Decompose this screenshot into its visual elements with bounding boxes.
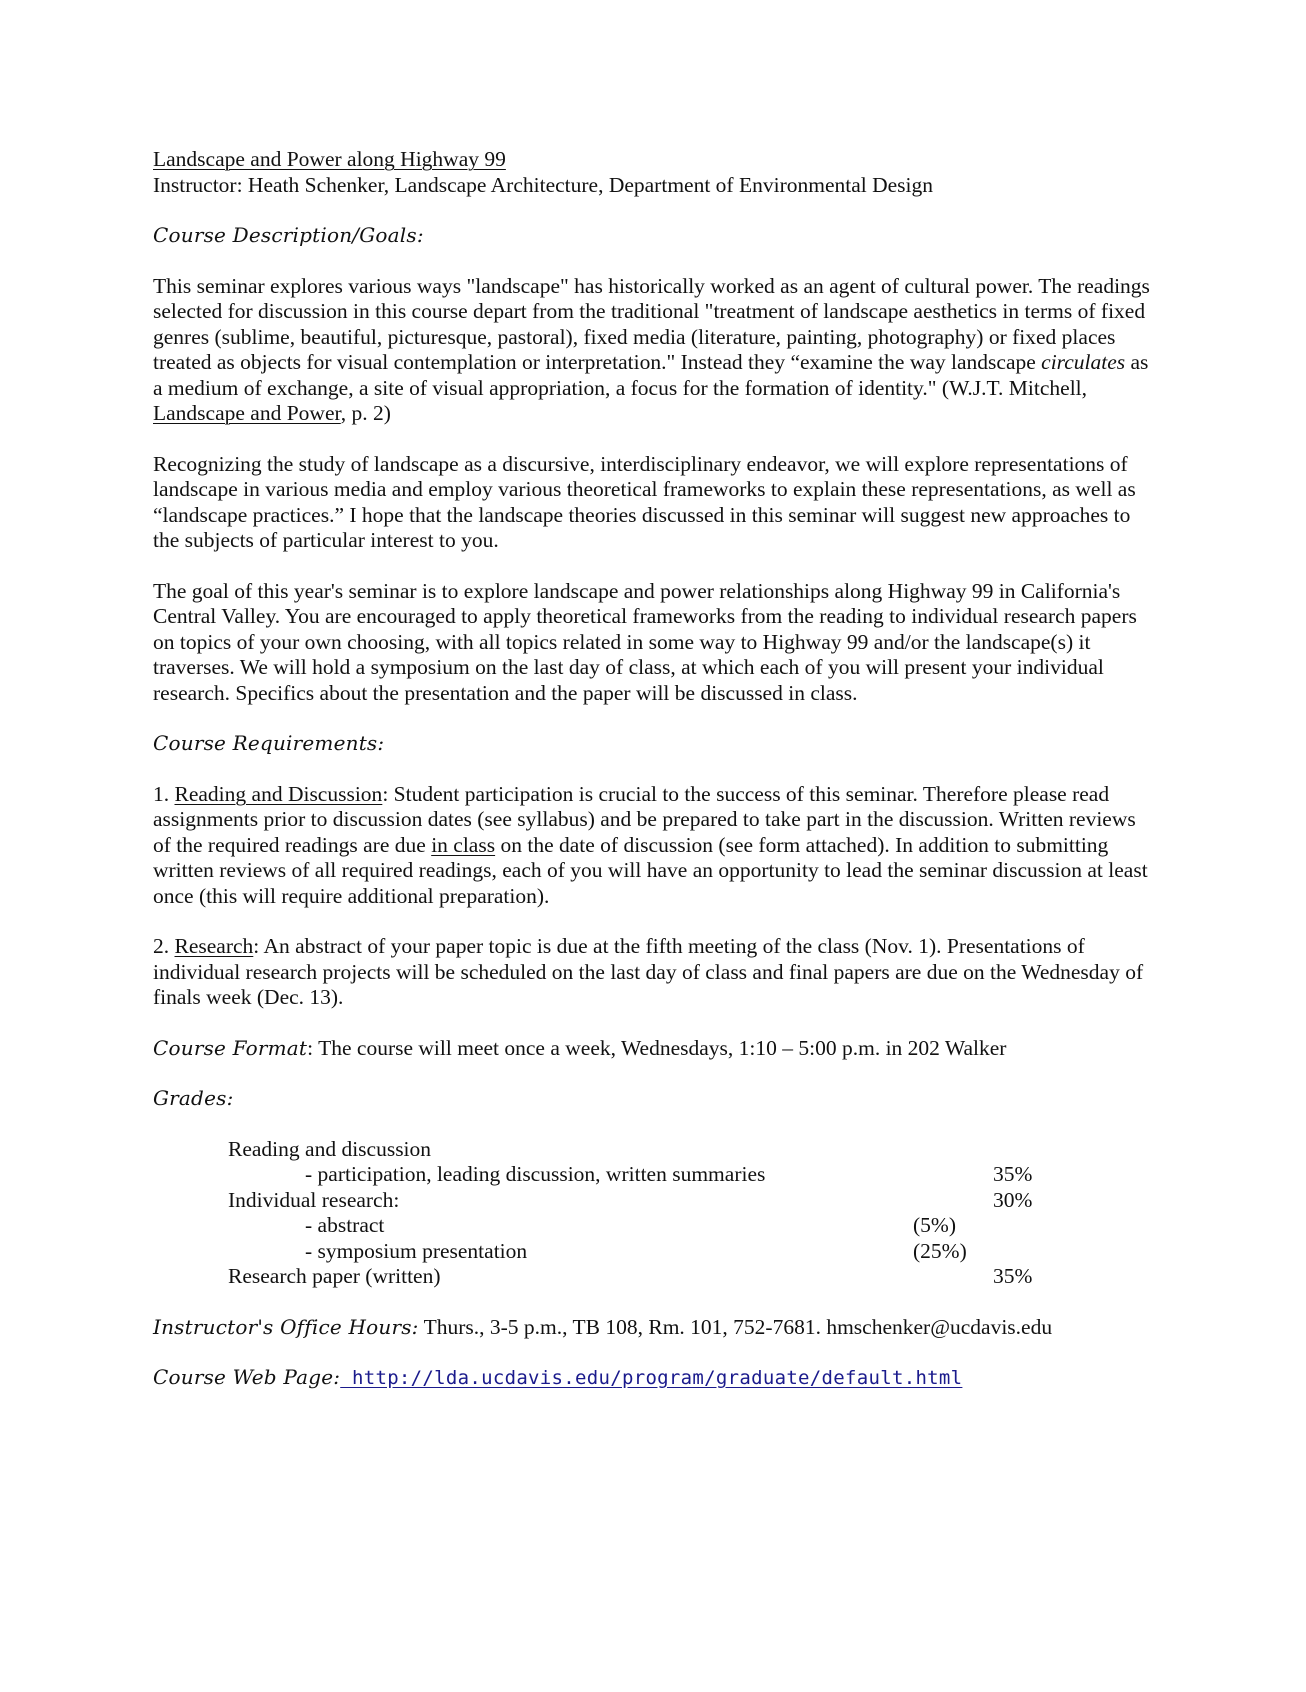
course-web-page (153, 1365, 1153, 1392)
r2-number: 2. (153, 934, 175, 958)
grade-sub-percent: (25%) (913, 1238, 967, 1263)
requirements-heading: Course Requirements: (153, 731, 385, 755)
requirement-2 (153, 934, 1153, 1011)
web-page-label: Course Web Page: (153, 1365, 341, 1389)
course-format (153, 1036, 1153, 1062)
syllabus-page (153, 147, 1153, 1392)
grade-percent: 35% (993, 1264, 1033, 1288)
instructor-line: Instructor: Heath Schenker, Landscape Architecture, Department of Environmental Design (153, 172, 934, 197)
office-hours (153, 1315, 1153, 1341)
requirement-1 (153, 782, 1153, 910)
grade-label: Research paper (written) (228, 1264, 441, 1288)
r1-text-a: : Student participation is crucial to the success of this seminar. Therefore please read assignments prior to discussion dates (see syllabus) and be prepared to take part in the discussion. Written reviews of the required readings are due (153, 781, 1136, 857)
description-paragraph-3: The goal of this year's seminar is to explore landscape and power relationships along Highway 99 in California's Central Valley. You are encouraged to apply theoretical frameworks from the reading to individual research papers on topics of your own choosing, with all topics related in some way to Highway 99 and/or the landscape(s) it traverses. We will hold a symposium on the last day of class, at which each of you will present your individual research. Specifics about the presentation and the paper will be discussed in class. (153, 578, 1137, 705)
grade-percent: 35% (993, 1162, 1033, 1186)
grade-label: Individual research: (228, 1187, 400, 1212)
description-heading: Course Description/Goals: (153, 223, 424, 247)
p1-book-title: Landscape and Power (153, 401, 341, 425)
grade-row (228, 1188, 1153, 1214)
r1-number: 1. (153, 781, 175, 806)
office-hours-text: Thurs., 3-5 p.m., TB 108, Rm. 101, 752-7681. hmschenker@ucdavis.edu (418, 1314, 1053, 1339)
grade-label: - participation, leading discussion, written summaries (305, 1162, 766, 1186)
description-paragraph-1 (153, 274, 1153, 427)
grade-row (228, 1162, 1153, 1188)
grade-label: - symposium presentation (305, 1238, 528, 1263)
format-text: : The course will meet once a week, Wednesdays, 1:10 – 5:00 p.m. in 202 Walker (307, 1035, 1007, 1060)
format-label: Course Format (153, 1035, 308, 1060)
grade-row (228, 1137, 1153, 1163)
p1-italic-word: circulates (1041, 350, 1126, 374)
r1-title: Reading and Discussion (174, 781, 383, 806)
description-paragraph-2: Recognizing the study of landscape as a discursive, interdisciplinary endeavor, we will explore representations of landscape in various media and employ various theoretical frameworks to explain these representations, as well as “landscape practices.” I hope that the landscape theories discussed in this seminar will suggest new approaches to the subjects of particular interest to you. (153, 451, 1136, 552)
grade-percent: 30% (993, 1187, 1033, 1212)
office-hours-label: Instructor's Office Hours: (153, 1314, 419, 1339)
r2-title: Research (174, 934, 254, 958)
course-title-block (153, 147, 1153, 198)
course-title: Landscape and Power along Highway 99 (153, 147, 506, 171)
grade-row (228, 1239, 1153, 1265)
grades-table (228, 1137, 1153, 1290)
r1-in-class: in class (431, 832, 496, 857)
p1-text-c: , p. 2) (340, 401, 391, 425)
grade-label: Reading and discussion (228, 1136, 432, 1161)
grades-heading: Grades: (153, 1086, 234, 1110)
r1-text-b: on the date of discussion (see form attached). In addition to submitting written reviews of all required readings, each of you will have an opportunity to lead the seminar discussion at least once (this will require additional preparation). (153, 832, 1148, 908)
p1-text-a: This seminar explores various ways "landscape" has historically worked as an agent of cultural power. The readings selected for discussion in this course depart from the traditional "treatment of landscape aesthetics in terms of fixed genres (sublime, beautiful, picturesque, pastoral), fixed media (literature, painting, photography) or fixed places treated as objects for visual contemplation or interpretation." Instead they “examine the way landscape (153, 273, 1150, 374)
grade-sub-percent: (5%) (913, 1213, 956, 1237)
r2-text: : An abstract of your paper topic is due at the fifth meeting of the class (Nov. 1). Presentations of individual research projects will be scheduled on the last day of class and final papers are due on the Wednesday of finals week (Dec. 13). (153, 934, 1144, 1009)
web-page-link[interactable]: http://lda.ucdavis.edu/program/graduate/default.html (340, 1367, 963, 1389)
grade-label: - abstract (305, 1213, 385, 1237)
grade-row (228, 1213, 1153, 1239)
p1-text-b: as a medium of exchange, a site of visual appropriation, a focus for the formation of identity." (W.J.T. Mitchell, (153, 350, 1149, 400)
grade-row (228, 1264, 1153, 1290)
